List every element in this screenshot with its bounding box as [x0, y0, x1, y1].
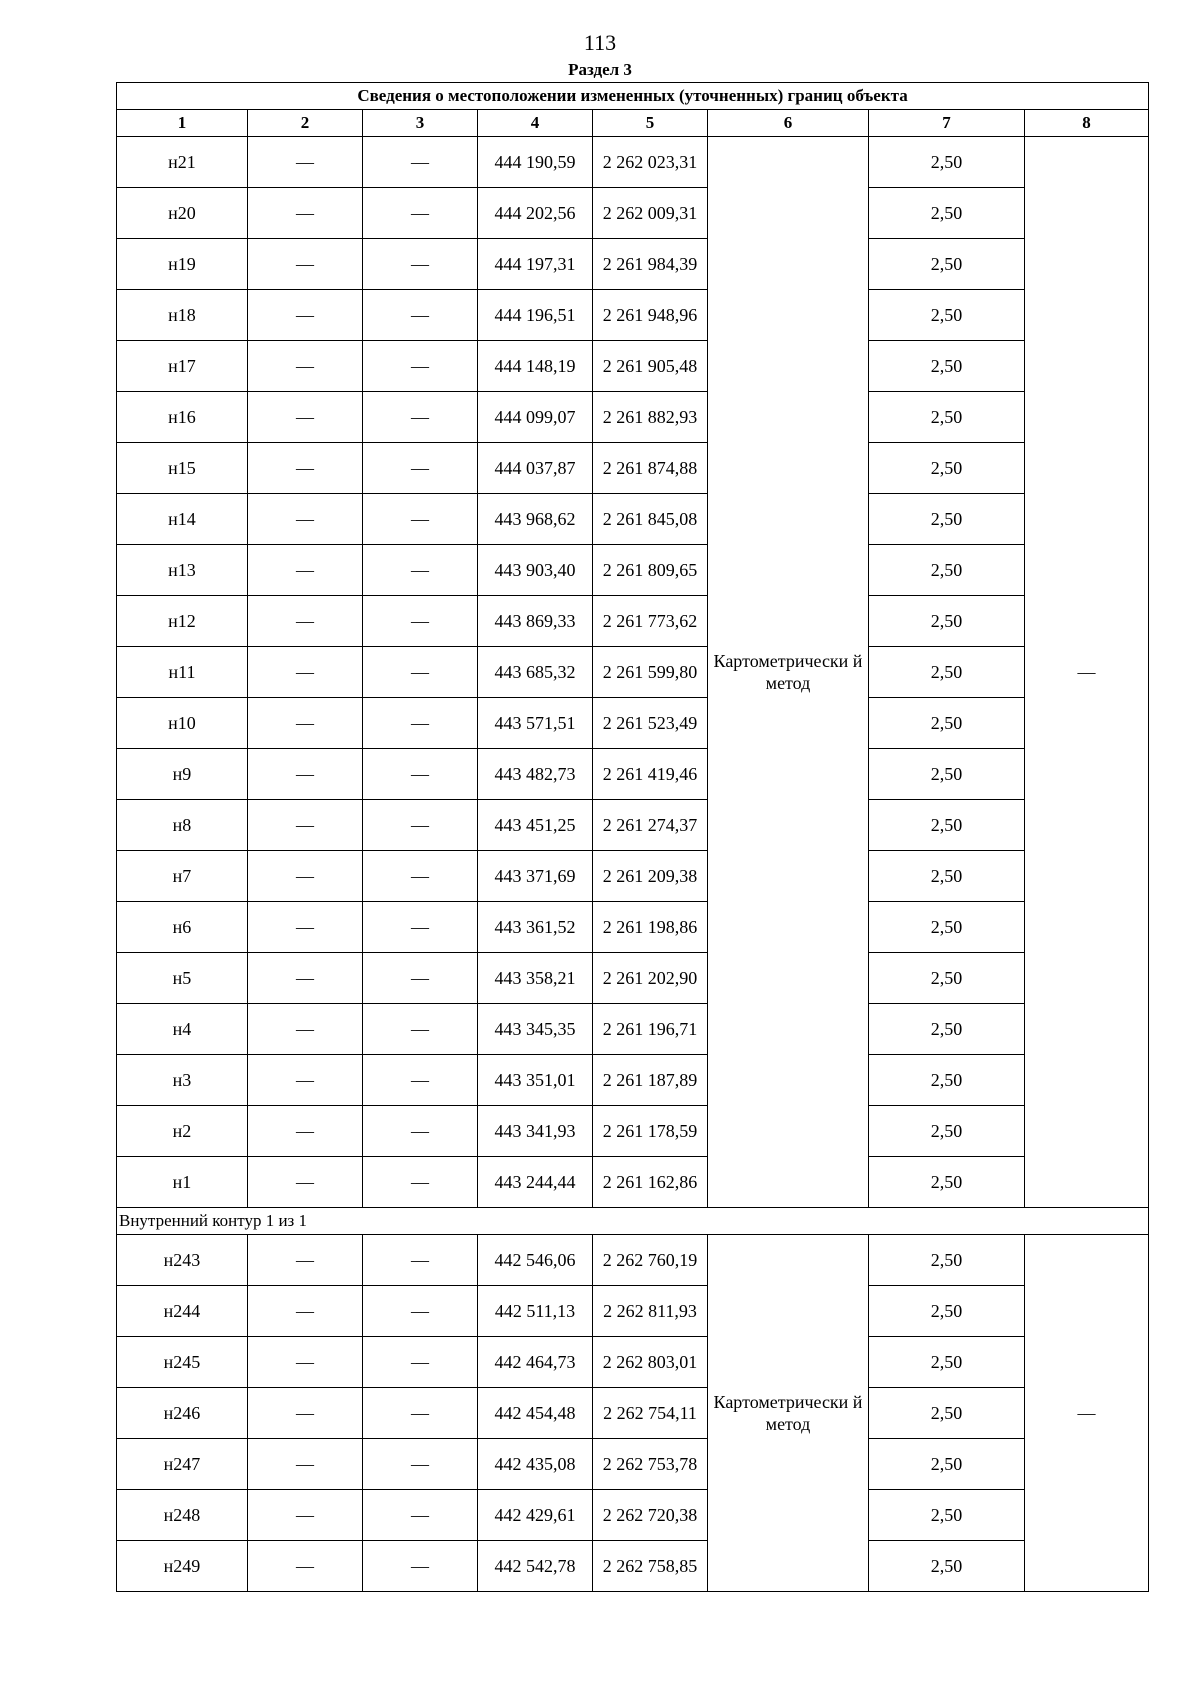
empty-value-cell: — [248, 596, 363, 647]
empty-value-cell: — [248, 443, 363, 494]
x-coordinate-cell: 443 358,21 [478, 953, 593, 1004]
empty-value-cell: — [363, 290, 478, 341]
x-coordinate-cell: 444 190,59 [478, 137, 593, 188]
column-header: 1 [117, 110, 248, 137]
empty-value-cell: — [248, 1337, 363, 1388]
table-row [117, 596, 1149, 647]
column-header: 3 [363, 110, 478, 137]
point-name-cell: н17 [117, 341, 248, 392]
x-coordinate-cell: 443 351,01 [478, 1055, 593, 1106]
section-title: Раздел 3 [568, 60, 632, 79]
y-coordinate-cell: 2 262 023,31 [593, 137, 708, 188]
y-coordinate-cell: 2 261 178,59 [593, 1106, 708, 1157]
y-coordinate-cell: 2 261 196,71 [593, 1004, 708, 1055]
y-coordinate-cell: 2 262 803,01 [593, 1337, 708, 1388]
empty-value-cell: — [248, 188, 363, 239]
empty-value-cell: — [248, 647, 363, 698]
accuracy-cell: 2,50 [869, 851, 1025, 902]
empty-value-cell: — [248, 1157, 363, 1208]
accuracy-cell: 2,50 [869, 953, 1025, 1004]
x-coordinate-cell: 443 869,33 [478, 596, 593, 647]
column-8-cell: — [1025, 1235, 1149, 1592]
empty-value-cell: — [363, 392, 478, 443]
y-coordinate-cell: 2 262 009,31 [593, 188, 708, 239]
table-row [117, 188, 1149, 239]
y-coordinate-cell: 2 261 948,96 [593, 290, 708, 341]
x-coordinate-cell: 443 244,44 [478, 1157, 593, 1208]
table-row [117, 749, 1149, 800]
contour-label-row [117, 1208, 1149, 1235]
empty-value-cell: — [248, 239, 363, 290]
point-name-cell: н13 [117, 545, 248, 596]
accuracy-cell: 2,50 [869, 239, 1025, 290]
x-coordinate-cell: 442 542,78 [478, 1541, 593, 1592]
empty-value-cell: — [363, 341, 478, 392]
x-coordinate-cell: 443 345,35 [478, 1004, 593, 1055]
empty-value-cell: — [363, 239, 478, 290]
column-header: 5 [593, 110, 708, 137]
accuracy-cell: 2,50 [869, 800, 1025, 851]
y-coordinate-cell: 2 261 187,89 [593, 1055, 708, 1106]
point-name-cell: н243 [117, 1235, 248, 1286]
point-name-cell: н19 [117, 239, 248, 290]
accuracy-cell: 2,50 [869, 1337, 1025, 1388]
empty-value-cell: — [363, 1439, 478, 1490]
table-row [117, 800, 1149, 851]
empty-value-cell: — [248, 1490, 363, 1541]
table-row [117, 1541, 1149, 1592]
x-coordinate-cell: 443 482,73 [478, 749, 593, 800]
point-name-cell: н249 [117, 1541, 248, 1592]
y-coordinate-cell: 2 262 753,78 [593, 1439, 708, 1490]
y-coordinate-cell: 2 261 882,93 [593, 392, 708, 443]
empty-value-cell: — [363, 1388, 478, 1439]
empty-value-cell: — [248, 1388, 363, 1439]
table-row [117, 1004, 1149, 1055]
empty-value-cell: — [248, 749, 363, 800]
empty-value-cell: — [248, 851, 363, 902]
empty-value-cell: — [363, 902, 478, 953]
empty-value-cell: — [363, 1235, 478, 1286]
point-name-cell: н18 [117, 290, 248, 341]
x-coordinate-cell: 444 196,51 [478, 290, 593, 341]
y-coordinate-cell: 2 262 811,93 [593, 1286, 708, 1337]
point-name-cell: н2 [117, 1106, 248, 1157]
y-coordinate-cell: 2 261 809,65 [593, 545, 708, 596]
empty-value-cell: — [248, 1541, 363, 1592]
table-row [117, 1388, 1149, 1439]
x-coordinate-cell: 443 371,69 [478, 851, 593, 902]
column-header: 8 [1025, 110, 1149, 137]
table-row [117, 647, 1149, 698]
x-coordinate-cell: 444 197,31 [478, 239, 593, 290]
point-name-cell: н248 [117, 1490, 248, 1541]
empty-value-cell: — [248, 341, 363, 392]
table-row [117, 953, 1149, 1004]
empty-value-cell: — [363, 494, 478, 545]
x-coordinate-cell: 442 546,06 [478, 1235, 593, 1286]
empty-value-cell: — [248, 1004, 363, 1055]
point-name-cell: н9 [117, 749, 248, 800]
accuracy-cell: 2,50 [869, 1541, 1025, 1592]
empty-value-cell: — [363, 800, 478, 851]
table-row [117, 443, 1149, 494]
table-row [117, 1106, 1149, 1157]
x-coordinate-cell: 443 341,93 [478, 1106, 593, 1157]
table-row [117, 1235, 1149, 1286]
y-coordinate-cell: 2 261 984,39 [593, 239, 708, 290]
empty-value-cell: — [363, 749, 478, 800]
empty-value-cell: — [363, 1490, 478, 1541]
empty-value-cell: — [363, 1004, 478, 1055]
empty-value-cell: — [363, 1157, 478, 1208]
table-caption: Сведения о местоположении измененных (уточненных) границ объекта [117, 83, 1149, 110]
accuracy-cell: 2,50 [869, 1106, 1025, 1157]
point-name-cell: н5 [117, 953, 248, 1004]
table-header-row [117, 110, 1149, 137]
empty-value-cell: — [248, 1106, 363, 1157]
coordinates-table [116, 82, 1149, 1592]
empty-value-cell: — [363, 1286, 478, 1337]
empty-value-cell: — [363, 647, 478, 698]
table-row [117, 1157, 1149, 1208]
table-row [117, 1490, 1149, 1541]
empty-value-cell: — [248, 1235, 363, 1286]
point-name-cell: н245 [117, 1337, 248, 1388]
accuracy-cell: 2,50 [869, 902, 1025, 953]
x-coordinate-cell: 442 464,73 [478, 1337, 593, 1388]
y-coordinate-cell: 2 262 754,11 [593, 1388, 708, 1439]
x-coordinate-cell: 443 968,62 [478, 494, 593, 545]
empty-value-cell: — [363, 1106, 478, 1157]
point-name-cell: н14 [117, 494, 248, 545]
accuracy-cell: 2,50 [869, 1157, 1025, 1208]
point-name-cell: н12 [117, 596, 248, 647]
table-row [117, 239, 1149, 290]
y-coordinate-cell: 2 261 599,80 [593, 647, 708, 698]
point-name-cell: н11 [117, 647, 248, 698]
point-name-cell: н7 [117, 851, 248, 902]
point-name-cell: н21 [117, 137, 248, 188]
x-coordinate-cell: 444 202,56 [478, 188, 593, 239]
accuracy-cell: 2,50 [869, 1235, 1025, 1286]
table-row [117, 392, 1149, 443]
x-coordinate-cell: 443 903,40 [478, 545, 593, 596]
method-cell: Картометрически й метод [708, 137, 869, 1208]
y-coordinate-cell: 2 261 773,62 [593, 596, 708, 647]
y-coordinate-cell: 2 261 419,46 [593, 749, 708, 800]
table-row [117, 1337, 1149, 1388]
y-coordinate-cell: 2 261 162,86 [593, 1157, 708, 1208]
table-row [117, 341, 1149, 392]
table-row [117, 137, 1149, 188]
table-row [117, 290, 1149, 341]
x-coordinate-cell: 442 511,13 [478, 1286, 593, 1337]
y-coordinate-cell: 2 261 202,90 [593, 953, 708, 1004]
accuracy-cell: 2,50 [869, 1490, 1025, 1541]
table-row [117, 1439, 1149, 1490]
empty-value-cell: — [248, 1286, 363, 1337]
empty-value-cell: — [363, 545, 478, 596]
accuracy-cell: 2,50 [869, 341, 1025, 392]
table-caption-row [117, 83, 1149, 110]
x-coordinate-cell: 443 361,52 [478, 902, 593, 953]
page-number: 113 [583, 30, 617, 55]
point-name-cell: н16 [117, 392, 248, 443]
point-name-cell: н244 [117, 1286, 248, 1337]
y-coordinate-cell: 2 262 720,38 [593, 1490, 708, 1541]
empty-value-cell: — [363, 188, 478, 239]
y-coordinate-cell: 2 261 209,38 [593, 851, 708, 902]
point-name-cell: н20 [117, 188, 248, 239]
point-name-cell: н247 [117, 1439, 248, 1490]
y-coordinate-cell: 2 261 905,48 [593, 341, 708, 392]
column-header: 2 [248, 110, 363, 137]
x-coordinate-cell: 444 037,87 [478, 443, 593, 494]
accuracy-cell: 2,50 [869, 494, 1025, 545]
method-cell: Картометрически й метод [708, 1235, 869, 1592]
empty-value-cell: — [248, 800, 363, 851]
x-coordinate-cell: 443 571,51 [478, 698, 593, 749]
accuracy-cell: 2,50 [869, 392, 1025, 443]
point-name-cell: н246 [117, 1388, 248, 1439]
empty-value-cell: — [248, 1055, 363, 1106]
empty-value-cell: — [363, 443, 478, 494]
point-name-cell: н4 [117, 1004, 248, 1055]
x-coordinate-cell: 444 148,19 [478, 341, 593, 392]
point-name-cell: н15 [117, 443, 248, 494]
empty-value-cell: — [363, 1541, 478, 1592]
accuracy-cell: 2,50 [869, 1004, 1025, 1055]
empty-value-cell: — [248, 137, 363, 188]
empty-value-cell: — [248, 953, 363, 1004]
accuracy-cell: 2,50 [869, 1286, 1025, 1337]
empty-value-cell: — [363, 1055, 478, 1106]
accuracy-cell: 2,50 [869, 1055, 1025, 1106]
y-coordinate-cell: 2 262 760,19 [593, 1235, 708, 1286]
empty-value-cell: — [363, 953, 478, 1004]
empty-value-cell: — [363, 1337, 478, 1388]
x-coordinate-cell: 442 429,61 [478, 1490, 593, 1541]
accuracy-cell: 2,50 [869, 749, 1025, 800]
point-name-cell: н1 [117, 1157, 248, 1208]
accuracy-cell: 2,50 [869, 1439, 1025, 1490]
column-header: 7 [869, 110, 1025, 137]
point-name-cell: н8 [117, 800, 248, 851]
x-coordinate-cell: 442 435,08 [478, 1439, 593, 1490]
y-coordinate-cell: 2 261 274,37 [593, 800, 708, 851]
accuracy-cell: 2,50 [869, 647, 1025, 698]
x-coordinate-cell: 442 454,48 [478, 1388, 593, 1439]
table-row [117, 1055, 1149, 1106]
point-name-cell: н6 [117, 902, 248, 953]
x-coordinate-cell: 443 685,32 [478, 647, 593, 698]
empty-value-cell: — [363, 851, 478, 902]
empty-value-cell: — [248, 392, 363, 443]
x-coordinate-cell: 443 451,25 [478, 800, 593, 851]
table-row [117, 545, 1149, 596]
empty-value-cell: — [248, 902, 363, 953]
empty-value-cell: — [363, 596, 478, 647]
point-name-cell: н10 [117, 698, 248, 749]
empty-value-cell: — [248, 698, 363, 749]
accuracy-cell: 2,50 [869, 188, 1025, 239]
accuracy-cell: 2,50 [869, 443, 1025, 494]
table-row [117, 1286, 1149, 1337]
y-coordinate-cell: 2 261 198,86 [593, 902, 708, 953]
x-coordinate-cell: 444 099,07 [478, 392, 593, 443]
column-8-cell: — [1025, 137, 1149, 1208]
column-header: 4 [478, 110, 593, 137]
empty-value-cell: — [248, 494, 363, 545]
point-name-cell: н3 [117, 1055, 248, 1106]
accuracy-cell: 2,50 [869, 545, 1025, 596]
empty-value-cell: — [363, 698, 478, 749]
empty-value-cell: — [248, 545, 363, 596]
accuracy-cell: 2,50 [869, 698, 1025, 749]
accuracy-cell: 2,50 [869, 1388, 1025, 1439]
table-row [117, 494, 1149, 545]
table-row [117, 698, 1149, 749]
contour-label: Внутренний контур 1 из 1 [117, 1208, 1149, 1235]
y-coordinate-cell: 2 261 845,08 [593, 494, 708, 545]
accuracy-cell: 2,50 [869, 596, 1025, 647]
table-row [117, 851, 1149, 902]
accuracy-cell: 2,50 [869, 290, 1025, 341]
accuracy-cell: 2,50 [869, 137, 1025, 188]
empty-value-cell: — [248, 290, 363, 341]
column-header: 6 [708, 110, 869, 137]
table-row [117, 902, 1149, 953]
y-coordinate-cell: 2 261 874,88 [593, 443, 708, 494]
y-coordinate-cell: 2 261 523,49 [593, 698, 708, 749]
empty-value-cell: — [248, 1439, 363, 1490]
y-coordinate-cell: 2 262 758,85 [593, 1541, 708, 1592]
empty-value-cell: — [363, 137, 478, 188]
